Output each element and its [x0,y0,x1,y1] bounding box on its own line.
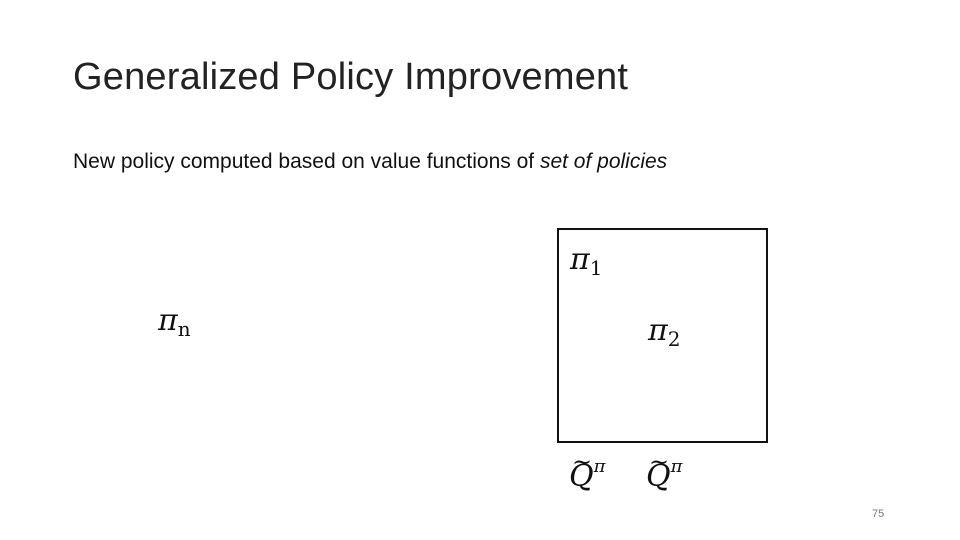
q-right-symbol: ~ Q [646,462,671,492]
page-number: 75 [872,508,885,520]
q-left-symbol: ~ Q [569,462,594,492]
q-tilde-left [569,458,605,492]
pi-n-symbol: π [158,303,178,338]
pi-2-subscript: 2 [667,327,681,351]
policy-pi-1 [570,242,603,280]
slide-title: Generalized Policy Improvement [73,56,629,98]
q-left-superscript: π [593,456,606,477]
q-right-superscript: π [670,456,683,477]
pi-n-subscript: n [177,317,191,341]
pi-2-symbol: π [648,313,668,348]
q-tilde-right [646,458,682,492]
pi-1-subscript: 1 [589,256,603,280]
policy-pi-n [158,303,191,341]
pi-1-symbol: π [570,242,590,277]
subtitle-emphasis: set of policies [539,150,668,173]
slide-subtitle [73,150,667,174]
subtitle-text: New policy computed based on value functions of [73,150,540,173]
policy-pi-2 [648,313,681,351]
